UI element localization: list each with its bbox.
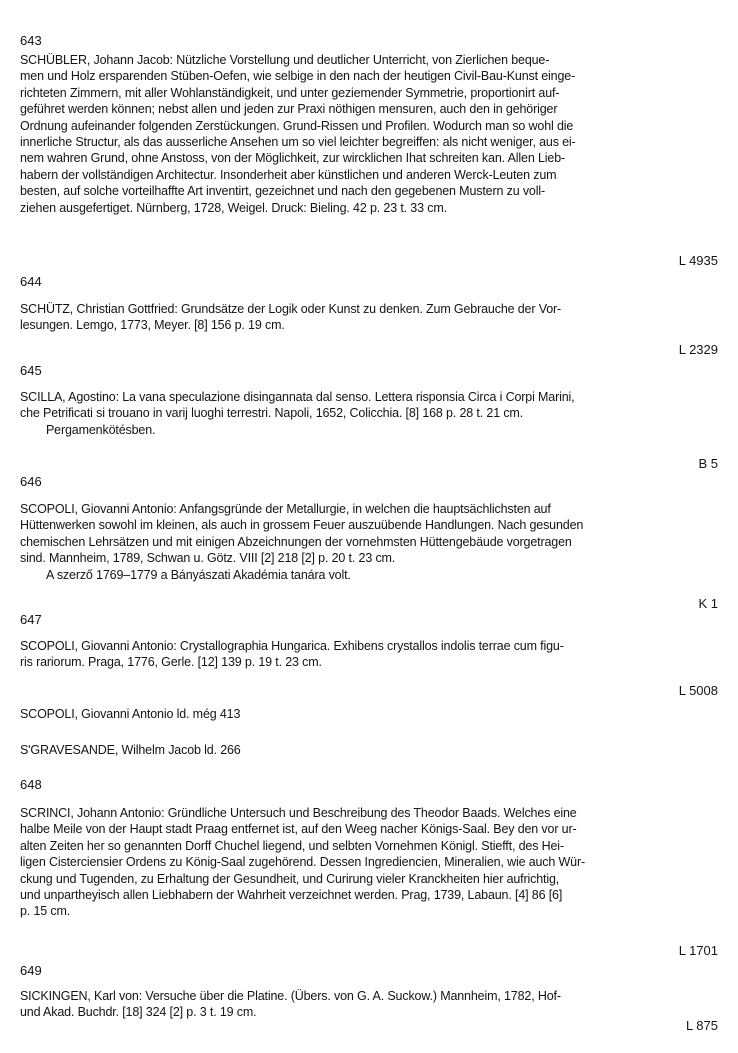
entry-number: 644 — [20, 274, 42, 289]
entry-line: alten Zeiten her so genannten Dorff Chuchel liegend, und selbten Vornehmen Königl. Stiefft, des Hei- — [20, 838, 564, 853]
entry-line: ris rariorum. Praga, 1776, Gerle. [12] 139 p. 19 t. 23 cm. — [20, 655, 322, 670]
cross-reference — [20, 706, 724, 722]
entry-line: Hüttenwerken sowohl im kleinen, als auch in grossem Feuer auszuübende Handlungen. Nach gesunden — [20, 518, 584, 533]
entry-line: halbe Meile von der Haupt stadt Praag entfernet ist, auf den Weeg nacher Königs-Saal. Bey den vor ur- — [20, 822, 577, 837]
entry-number: 645 — [20, 363, 42, 378]
entry-line: che Petrificati si trouano in varij luoghi terrestri. Napoli, 1652, Colicchia. [8] 168 p. 28 t. 21 cm. — [20, 406, 524, 421]
entry-line: SCOPOLI, Giovanni Antonio: Crystallographia Hungarica. Exhibens crystallos indolis terrae cum figu- — [20, 639, 564, 653]
entry-line: ligen Cisterciensier Ordens zu König-Saal zugehörend. Dessen Ingrediencien, Mineralien, wie auch Wür- — [20, 855, 586, 870]
shelf-signature: L 5008 — [678, 683, 718, 698]
entry-note: A szerző 1769–1779 a Bányászati Akadémia tanára volt. — [46, 567, 351, 582]
entry-text — [20, 805, 724, 920]
entry-number: 648 — [20, 777, 42, 792]
entry-number: 643 — [20, 33, 42, 48]
entry-line: nem wahren Grund, ohne Anstoss, von der Möglichkeit, zur wircklichen Ihat schreiten kan. Allen Lieb- — [20, 151, 566, 166]
entry-line: SCHÜTZ, Christian Gottfried: Grundsätze der Logik oder Kunst zu denken. Zum Gebrauche der Vor- — [20, 302, 562, 316]
cross-reference — [20, 742, 724, 758]
shelf-signature: K 1 — [698, 596, 718, 611]
entry-line: geführet werden können; nebst allen und jeden zur Praxi nöthigen mensuren, auch den in gehöriger — [20, 102, 558, 117]
entry-line: men und Holz ersparenden Stüben-Oefen, wie selbige in den nach der heutigen Civil-Bau-Kunst einge- — [20, 69, 576, 84]
entry-line: S'GRAVESANDE, Wilhelm Jacob ld. 266 — [20, 743, 241, 757]
entry-text — [20, 301, 724, 334]
entry-line: habern der vollständigen Architectur. Insonderheit aber künstlichen und anderen Werck-Leuten zum — [20, 167, 557, 182]
entry-line: SCILLA, Agostino: La vana speculazione disingannata dal senso. Lettera risponsia Circa i Corpi Marini, — [20, 390, 575, 404]
shelf-signature: L 875 — [685, 1018, 718, 1033]
shelf-signature: L 4935 — [678, 253, 718, 268]
entry-line: sind. Mannheim, 1789, Schwan u. Götz. VIII [2] 218 [2] p. 20 t. 23 cm. — [20, 551, 396, 566]
entry-line: SCOPOLI, Giovanni Antonio: Anfangsgründe der Metallurgie, in welchen die hauptsächlichsten auf — [20, 502, 551, 516]
entry-line: besten, auf solche vorteilhaffte Art inventirt, gezeichnet und nach den gegebenen Mustern zu voll- — [20, 184, 545, 199]
entry-line: und Akad. Buchdr. [18] 324 [2] p. 3 t. 19 cm. — [20, 1005, 257, 1020]
entry-note: Pergamenkötésben. — [46, 422, 156, 437]
entry-line: SCOPOLI, Giovanni Antonio ld. még 413 — [20, 707, 241, 721]
entry-text — [20, 638, 724, 671]
entry-text — [20, 389, 724, 438]
entry-line: SCRINCI, Johann Antonio: Gründliche Untersuch und Beschreibung des Theodor Baads. Welches eine — [20, 806, 577, 820]
entry-line: chemischen Lehrsätzen und mit einigen Abzeichnungen der vornehmsten Hüttengebäude vorgetragen — [20, 534, 572, 549]
entry-line: ziehen ausgefertiget. Nürnberg, 1728, Weigel. Druck: Bieling. 42 p. 23 t. 33 cm. — [20, 200, 447, 215]
shelf-signature: B 5 — [698, 456, 718, 471]
shelf-signature: L 1701 — [678, 943, 718, 958]
entry-text — [20, 501, 724, 583]
entry-line: lesungen. Lemgo, 1773, Meyer. [8] 156 p. 19 cm. — [20, 318, 285, 333]
entry-number: 649 — [20, 963, 42, 978]
entry-number: 646 — [20, 474, 42, 489]
shelf-signature: L 2329 — [678, 342, 718, 357]
entry-line: SCHÜBLER, Johann Jacob: Nützliche Vorstellung und deutlicher Unterricht, von Zierlichen beque- — [20, 53, 550, 67]
entry-text — [20, 988, 724, 1021]
entry-line: p. 15 cm. — [20, 904, 71, 919]
entry-number: 647 — [20, 612, 42, 627]
entry-line: richteten Zimmern, mit aller Wohlanständigkeit, und unter geziemender Symmetrie, proportionirt auf- — [20, 85, 560, 100]
entry-line: und unpartheyisch allen Liebhabern der Wahrheit verzeichnet werden. Prag, 1739, Labaun. [4] 86 [6] — [20, 888, 563, 903]
entry-line: innerliche Structur, als das ausserliche Ansehen um so viel leichter begreiffen: als nicht weniger, aus ei- — [20, 135, 576, 150]
entry-line: ckung und Tugenden, zu Erhaltung der Gesundheit, und Curirung vieler Kranckheiten hier aufrichtig, — [20, 871, 560, 886]
entry-text — [20, 52, 724, 216]
entry-line: Ordnung aufeinander folgenden Zerstückungen. Grund-Rissen und Profilen. Wodurch man so wohl die — [20, 118, 574, 133]
entry-line: SICKINGEN, Karl von: Versuche über die Platine. (Übers. von G. A. Suckow.) Mannheim, 1782, Hof- — [20, 989, 561, 1003]
